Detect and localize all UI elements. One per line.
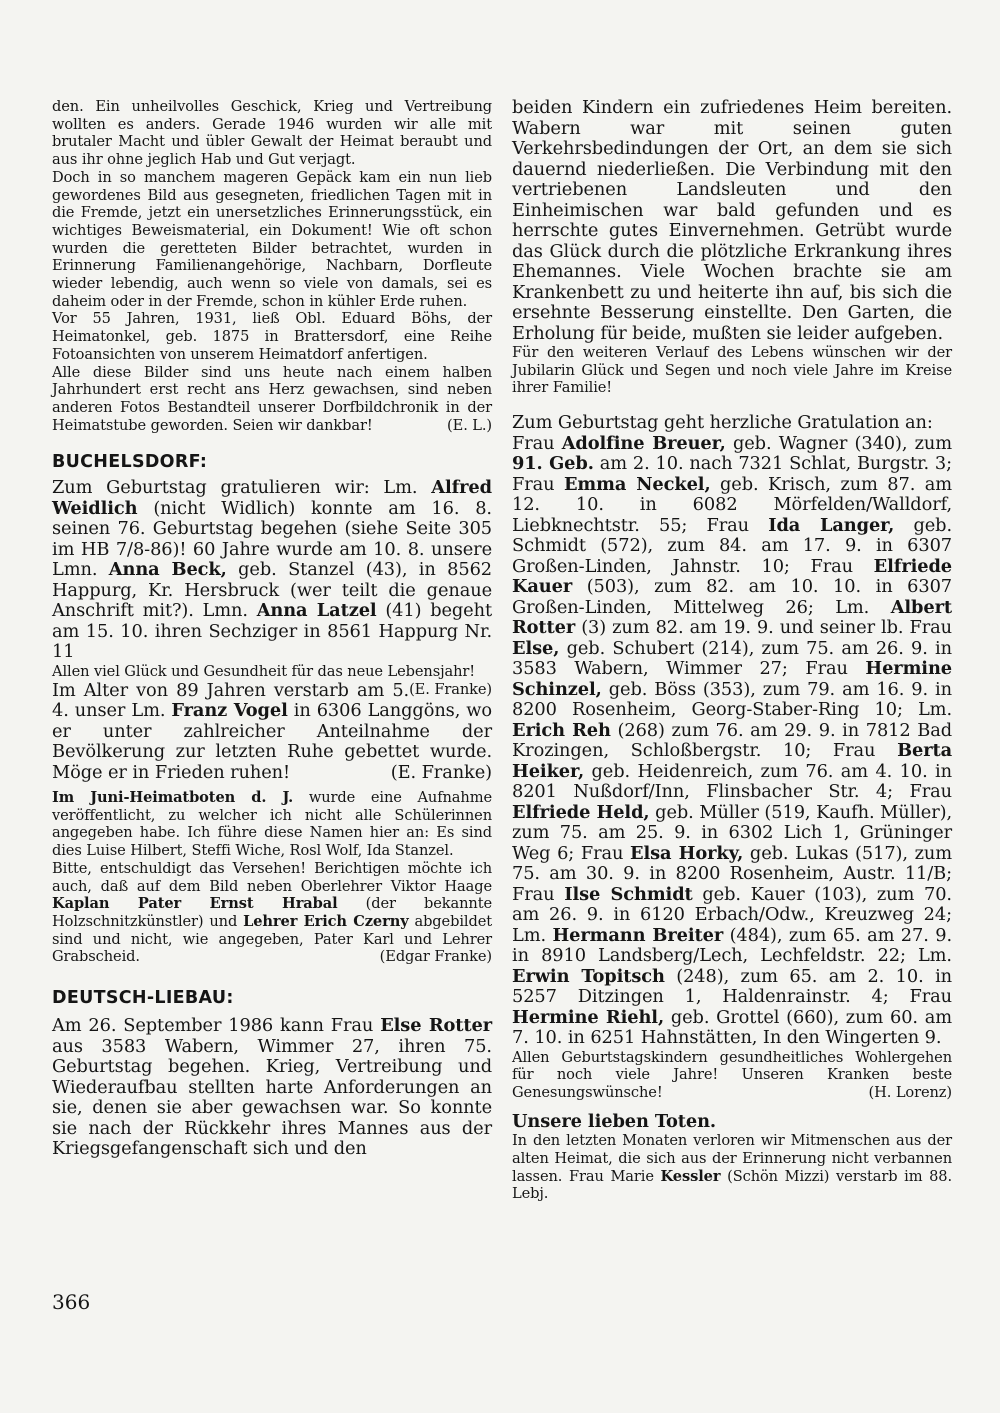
correction-paragraph: Im Juni-Heimatboten d. J. wurde eine Aufnahme veröffentlicht, zu welcher ich nicht alle Schülerinnen angegeben habe. Ich führe diese Namen hier an: Es sind dies Luise Hilbert, Steffi Wiche, Rosl Wolf, Ida Stanzel.: [52, 789, 492, 860]
anniversary-paragraph: Am 26. September 1986 kann Frau Else Rotter aus 3583 Wabern, Wimmer 27, ihren 75. Geburtstag begehen. Krieg, Vertreibung und Wiederaufbau stellten harte Anforderungen an sie, denen sie aber gewachsen war. So konnte sie nach der Rückkehr ihres Mannes aus der Kriegsgefangenschaft sich und den: [52, 1015, 492, 1160]
correction-paragraph-2: Bitte, entschuldigt das Versehen! Berichtigen möchte ich auch, daß auf dem Bild neben Oberlehrer Viktor Haage Kaplan Pater Ernst Hrabal (der bekannte Holzschnitzkünstler) und Lehrer Erich Czerny abgebildet sind und nicht, wie angegeben, Pater Karl und Lehrer Grabscheid. (Edgar Franke): [52, 859, 493, 966]
birthday-intro: Zum Geburtstag geht herzliche Gratulation an:: [512, 412, 933, 434]
intro-paragraph-1: den. Ein unheilvolles Geschick, Krieg und Vertreibung wollten es anders. Gerade 1946 wurden wir alle mit brutaler Macht und übler Gewalt der Heimat beraubt und aus ihr ohne jeglich Hab und Gut verjagt.: [52, 98, 492, 169]
right-column: [512, 98, 952, 1203]
obituary-paragraph: In den letzten Monaten verloren wir Mitmenschen aus der alten Heimat, die sich aus der Erinnerung nicht verbannen lassen. Frau Marie Kessler (Schön Mizzi) verstarb im 88. Lebj.: [512, 1132, 953, 1203]
section-heading-dead: Unsere lieben Toten.: [512, 1110, 717, 1132]
continuation-wish: Für den weiteren Verlauf des Lebens wünschen wir der Jubilarin Glück und Segen und noch viele Jahre im Kreise ihrer Familie!: [512, 344, 952, 397]
death-notice: Im Alter von 89 Jahren verstarb am 5. 4. unser Lm. Franz Vogel in 6306 Langgöns, wo er unter zahlreicher Anteilnahme der Bevölkerung zur letzten Ruhe gebettet wurde. Möge er in Frieden ruhen! (E. Franke): [52, 679, 492, 783]
continuation-paragraph: beiden Kindern ein zufriedenes Heim bereiten. Wabern war mit seinen guten Verkehrsbedindungen der Ort, an dem sie sich dauernd niederließen. Die Verbindung mit den vertriebenen Landsleuten und den Einheimischen war bald gefunden und es herrschte gutes Einvernehmen. Getrübt wurde das Glück durch die plötzliche Erkrankung ihres Ehemannes. Viele Wochen brachte sie am Krankenbett zu und heiterte ihn auf, bis sich die ersehnte Besserung einstellte. Den Garten, die Erholung für beide, mußten sie leider aufgeben.: [512, 97, 952, 344]
signature: (E. Franke): [409, 680, 492, 698]
signature: (Edgar Franke): [379, 948, 492, 966]
page-number: 366: [52, 1290, 91, 1314]
signature: (H. Lorenz): [868, 1084, 952, 1102]
birthday-paragraph: Zum Geburtstag gratulieren wir: Lm. Alfred Weidlich (nicht Widlich) konnte am 16. 8. seinen 76. Geburtstag begehen (siehe Seite 305 im HB 7/8-86)! 60 Jahre wurde am 10. 8. unsere Lmn. Anna Beck, geb. Stanzel (43), in 8562 Happurg, Kr. Hersbruck (wer teilt die genaue Anschrift mit?). Lmn. Anna Latzel (41) begeht am 15. 10. ihren Sechziger in 8561 Happurg Nr. 11: [52, 477, 493, 663]
intro-paragraph-4: Alle diese Bilder sind uns heute nach einem halben Jahrhundert erst recht ans Herz gewachsen, sind neben anderen Fotos Bestandteil unserer Dorfbildchronik in der Heimatstube geworden. Seien wir dankbar! (E. L.): [52, 363, 492, 434]
birthday-wish: Allen Geburtstagskindern gesundheitliches Wohlergehen für noch viele Jahre! Unseren Kranken beste Genesungswünsche! (H. Lorenz): [512, 1048, 952, 1102]
signature: (E. Franke): [390, 761, 492, 783]
intro-paragraph-2: Doch in so manchem mageren Gepäck kam ein nun lieb gewordenes Bild aus gesegneten, friedlichen Tagen mit in die Fremde, jetzt ein unersetzliches Erinnerungsstück, ein wichtiges Beweismaterial, ein Dokument! Wie oft schon wurden die geretteten Bilder betrachtet, wurden in Erinnerung Familienangehörige, Nachbarn, Dorfleute wieder lebendig, auch wenn so viele von damals, sei es daheim oder in der Fremde, schon in kühler Erde ruhen.: [52, 168, 492, 310]
wish-paragraph: Allen viel Glück und Gesundheit für das neue Lebensjahr! (E. Franke): [52, 662, 492, 698]
left-column: [52, 98, 492, 1160]
section-heading-buchelsdorf: BUCHELSDORF:: [52, 452, 208, 473]
intro-paragraph-3: Vor 55 Jahren, 1931, ließ Obl. Eduard Böhs, der Heimatonkel, geb. 1875 in Brattersdorf, eine Reihe Fotoansichten von unserem Heimatdorf anfertigen.: [52, 310, 492, 363]
signature: (E. L.): [447, 416, 492, 434]
section-heading-deutsch-liebau: DEUTSCH-LIEBAU:: [52, 988, 234, 1009]
birthday-list: Frau Adolfine Breuer, geb. Wagner (340), zum 91. Geb. am 2. 10. nach 7321 Schlat, Burgstr. 3; Frau Emma Neckel, geb. Krisch, zum 87. am 12. 10. in 6082 Mörfelden/Walldorf, Liebknechtstr. 55; Frau Ida Langer, geb. Schmidt (572), zum 84. am 17. 9. in 6307 Großen-Linden, Jahnstr. 10; Frau Elfriede Kauer (503), zum 82. am 10. 10. in 6307 Großen-Linden, Mittelweg 26; Lm. Albert Rotter (3) zum 82. am 19. 9. und seiner lb. Frau Else, geb. Schubert (214), zum 75. am 26. 9. in 3583 Wabern, Wimmer 27; Frau Hermine Schinzel, geb. Böss (353), zum 79. am 16. 9. in 8200 Rosenheim, Georg-Staber-Ring 10; Lm. Erich Reh (268) zum 76. am 29. 9. in 7812 Bad Krozingen, Schloßbergstr. 10; Frau Berta Heiker, geb. Heidenreich, zum 76. am 4. 10. in 8201 Nußdorf/Inn, Flinsbacher Str. 4; Frau Elfriede Held, geb. Müller (519, Kaufh. Müller), zum 75. am 25. 9. in 6302 Lich 1, Grüninger Weg 6; Frau Elsa Horky, geb. Lukas (517), zum 75. am 30. 9. in 8200 Rosenheim, Austr. 11/B; Frau Ilse Schmidt geb. Kauer (103), zum 70. am 26. 9. in 6120 Erbach/Odw., Kreuzweg 24; Lm. Hermann Breiter (484), zum 65. am 27. 9. in 8910 Landsberg/Lech, Lechfeldstr. 22; Lm. Erwin Topitsch (248), zum 65. am 2. 10. in 5257 Ditzingen 1, Haldenrainstr. 4; Frau Hermine Riehl, geb. Grottel (660), zum 60. am 7. 10. in 6251 Hahnstätten, In den Wingerten 9.: [512, 432, 953, 1049]
